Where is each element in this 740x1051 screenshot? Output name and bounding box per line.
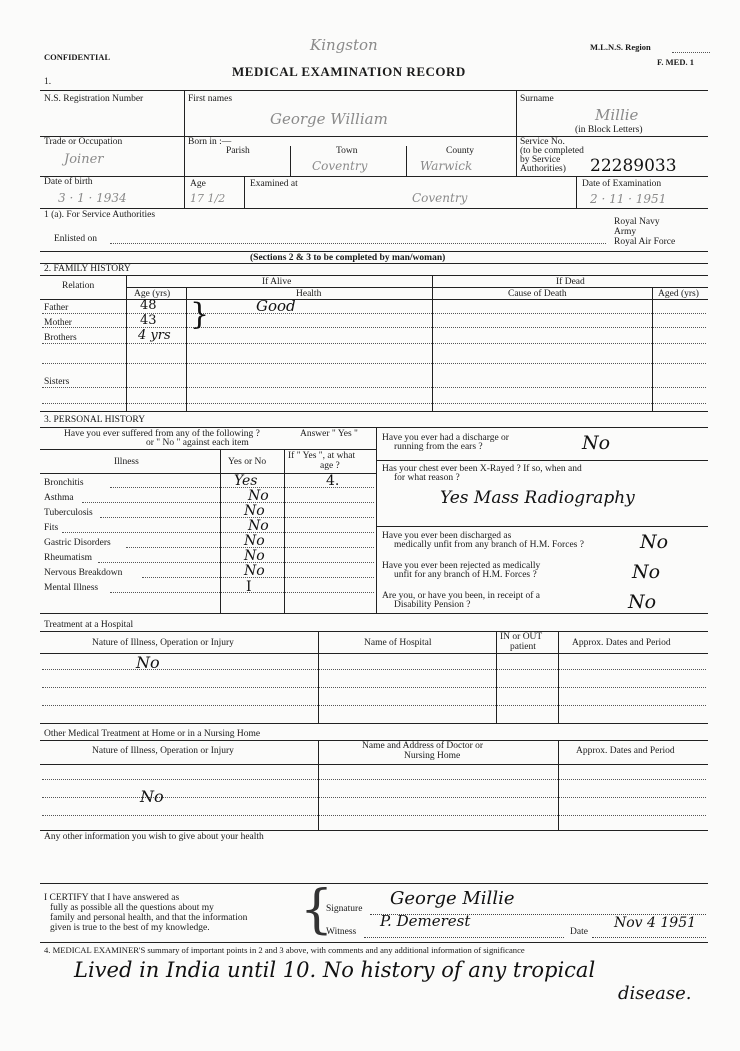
illness-col-yesno [220,449,221,613]
q-xray-rule [376,526,708,527]
section-1-rule-3 [40,176,708,177]
illness-row-line [62,532,374,533]
family-brace: } [190,297,210,332]
home-header-bottom-rule [40,764,708,765]
signature-label: Signature [326,904,363,914]
enlisted-on-label: Enlisted on [54,234,98,244]
parish-label: Parish [226,146,250,156]
county-value: Warwick [420,159,473,173]
examiner-top-rule [40,942,708,943]
trade-label: Trade or Occupation [44,137,123,147]
born-in-label: Born in :— [188,137,232,147]
q-pension-line-1: Are you, or have you been, in receipt of a [382,591,541,601]
q-discharged-line-2: medically unfit from any branch of H.M. Forces ? [394,540,584,550]
q-ears-line-2: running from the ears ? [394,442,483,452]
a-pension: No [628,591,657,613]
date-exam-value: 2 · 11 · 1951 [590,192,667,206]
q-rejected-line-2: unfit for any branch of H.M. Forces ? [394,570,537,580]
hospital-value: No [136,653,160,672]
illness-col-header: Illness [114,457,139,467]
born-town-col [290,146,291,176]
hospital-col-inout [496,631,497,723]
illness-tuberculosis: Tuberculosis [44,508,93,518]
answer-yes-hint: Answer " Yes " [300,429,358,439]
home-nature-header: Nature of Illness, Operation or Injury [92,746,234,756]
section-1-date-col [576,176,577,208]
hospital-inout-header-1: IN or OUT [500,632,543,642]
hospital-row-line [42,687,706,688]
illness-row-line [82,502,374,503]
answer-bronchitis: Yes [234,473,258,489]
section-1-age-col [244,176,245,208]
enlisted-on-line [110,243,606,244]
home-doctor-header-1: Name and Address of Doctor or [362,741,484,751]
service-royal-navy: Royal Navy [614,217,660,227]
q-ears-rule [376,460,708,461]
family-header-rule-1 [40,275,708,276]
age-value: 17 1/2 [190,192,226,205]
family-relation-mother: Mother [44,318,72,328]
certify-date-value: Nov 4 1951 [614,915,697,931]
date-label: Date [570,927,588,937]
family-col-age [186,287,187,411]
surname-value: Millie [595,106,639,124]
family-relation-brothers: Brothers [44,333,77,343]
hospital-name-header: Name of Hospital [364,638,432,648]
service-no-label-4: Authorities) [520,164,566,174]
signature-value: George Millie [390,888,515,909]
home-dates-header: Approx. Dates and Period [576,746,675,756]
other-info-top-rule [40,830,708,831]
section-1-col-1 [184,90,185,208]
a-discharged: No [640,531,669,553]
age-bronchitis: 4. [326,473,340,489]
home-value: No [140,787,164,806]
date-line [592,937,706,938]
trade-value: Joiner [64,152,104,167]
q-ears-line-1: Have you ever had a discharge or [382,433,509,443]
hospital-dates-header: Approx. Dates and Period [572,638,671,648]
illness-row-line [100,517,374,518]
illness-question-line-2: or " No " against each item [146,438,249,448]
family-row-line [42,343,706,344]
service-authorities-label: 1 (a). For Service Authorities [44,210,156,220]
form-code: F. MED. 1 [657,57,694,67]
born-county-col [406,146,407,176]
hospital-nature-header: Nature of Illness, Operation or Injury [92,638,234,648]
town-value: Coventry [312,159,368,173]
illness-asthma: Asthma [44,493,74,503]
mlns-region-label: M.L.N.S. Region [590,42,651,52]
hospital-col-dates [558,631,559,723]
age-col-header-1: If " Yes ", at what [288,451,356,461]
sections-note: (Sections 2 & 3 to be completed by man/woman) [250,253,446,263]
family-history-heading: 2. FAMILY HISTORY [44,264,131,274]
family-relation-father: Father [44,303,69,313]
examined-at-value: Coventry [412,191,468,205]
home-top-rule [40,723,708,724]
hospital-top-rule [40,613,708,614]
family-header-rule-2 [126,287,708,288]
witness-line [364,937,564,938]
family-age-mother: 43 [140,313,157,328]
health-header: Health [296,289,322,299]
family-top-rule [40,263,708,264]
service-army: Army [614,227,637,237]
section-1-top-rule [40,90,708,91]
hospital-row-line [42,705,706,706]
witness-label: Witness [326,927,357,937]
q-pension-line-2: Disability Pension ? [394,600,471,610]
personal-divider [376,427,377,613]
home-row-line [42,815,706,816]
certify-line-3: family and personal health, and that the information [50,913,248,923]
illness-gastric: Gastric Disorders [44,538,111,548]
illness-bronchitis: Bronchitis [44,478,84,488]
section-1-rule-4 [40,208,708,209]
answer-nervous-breakdown: No [244,563,265,579]
home-col-doctor [318,740,319,830]
examiner-label: 4. MEDICAL EXAMINER'S summary of important points in 2 and 3 above, with comments and any additional information of significance [44,945,525,955]
if-dead-header: If Dead [556,277,585,287]
form-title: MEDICAL EXAMINATION RECORD [232,64,466,79]
certify-line-4: given is true to the best of my knowledge. [50,923,210,933]
family-age-father: 48 [140,298,157,313]
examiner-note-line-1: Lived in India until 10. No history of any tropical [74,958,596,982]
q-rejected-line-1: Have you ever been rejected as medically [382,561,541,571]
signature-brace: { [300,880,334,940]
personal-header-rule [40,427,708,428]
a-xray: Yes Mass Radiography [440,488,635,508]
q-discharged-line-1: Have you ever been discharged as [382,531,512,541]
age-yrs-header: Age (yrs) [134,289,171,299]
answer-mental: I [246,579,252,595]
section-1-number: 1. [44,77,52,87]
home-col-dates [558,740,559,830]
date-exam-label: Date of Examination [582,179,662,189]
if-alive-header: If Alive [262,277,292,287]
examined-at-label: Examined at [250,179,298,189]
answer-rheumatism: No [244,548,265,564]
certify-top-rule [40,883,708,884]
illness-col-age [284,449,285,613]
aged-yrs-header: Aged (yrs) [658,289,699,299]
certify-line-2: fully as possible all the questions about my [50,903,214,913]
age-col-header-2: age ? [320,461,340,471]
family-row-line [42,403,706,404]
witness-value: P. Demerest [380,912,471,930]
a-rejected: No [632,561,661,583]
age-label: Age [190,179,206,189]
illness-row-line [110,592,374,593]
illness-mental: Mental Illness [44,583,99,593]
mlns-region-line [672,52,710,53]
answer-tuberculosis: No [244,503,265,519]
family-relation-sisters: Sisters [44,377,70,387]
family-row-line [42,363,706,364]
family-health-value: Good [256,297,296,315]
family-row-line [42,387,706,388]
hospital-col-name [318,631,319,723]
examiner-note-line-2: disease. [618,983,692,1004]
confidential-label: CONFIDENTIAL [44,52,111,62]
illness-nervous-breakdown: Nervous Breakdown [44,568,123,578]
yes-or-no-col-header: Yes or No [228,457,267,467]
block-letters-note: (in Block Letters) [575,125,643,135]
relation-col-header: Relation [62,281,95,291]
home-heading: Other Medical Treatment at Home or in a Nursing Home [44,729,261,739]
surname-label: Surname [520,94,554,104]
home-doctor-header-2: Nursing Home [404,751,461,761]
service-no-value: 22289033 [590,156,677,176]
illness-rheumatism: Rheumatism [44,553,93,563]
dob-value: 3 · 1 · 1934 [58,191,127,205]
illness-question-line-1: Have you ever suffered from any of the following ? [64,429,260,439]
sections-note-top-rule [40,251,708,252]
dob-label: Date of birth [44,177,93,187]
home-row-line [42,779,706,780]
personal-top-rule [40,411,708,412]
illness-row-line [98,562,374,563]
hospital-header-top-rule [40,631,708,632]
answer-gastric: No [244,533,265,549]
hospital-heading: Treatment at a Hospital [44,620,134,630]
certify-line-1: I CERTIFY that I have answered as [44,893,180,903]
handwritten-top-note: Kingston [310,36,378,54]
ns-registration-label: N.S. Registration Number [44,94,144,104]
service-no-label-2: (to be completed [520,146,584,156]
answer-fits: No [248,518,269,534]
first-names-value: George William [270,110,388,128]
service-no-label-1: Service No. [520,137,565,147]
service-no-label-3: by Service [520,155,561,165]
first-names-label: First names [188,94,233,104]
illness-fits: Fits [44,523,59,533]
town-label: Town [336,146,358,156]
other-info-label: Any other information you wish to give about your health [44,832,264,842]
personal-history-heading: 3. PERSONAL HISTORY [44,415,146,425]
answer-asthma: No [248,488,269,504]
a-ears: No [582,432,611,454]
q-xray-line-2: for what reason ? [394,473,460,483]
illness-table-rule-1 [40,449,376,450]
section-1-rule-2 [40,136,708,137]
family-col-aged [652,287,653,411]
section-1-col-2 [516,90,517,176]
cause-of-death-header: Cause of Death [508,289,567,299]
county-label: County [446,146,474,156]
family-age-brothers: 4 yrs [138,328,171,343]
service-raf: Royal Air Force [614,237,676,247]
hospital-inout-header-2: patient [510,642,536,652]
q-xray-line-1: Has your chest ever been X-Rayed ? If so, when and [382,464,582,474]
